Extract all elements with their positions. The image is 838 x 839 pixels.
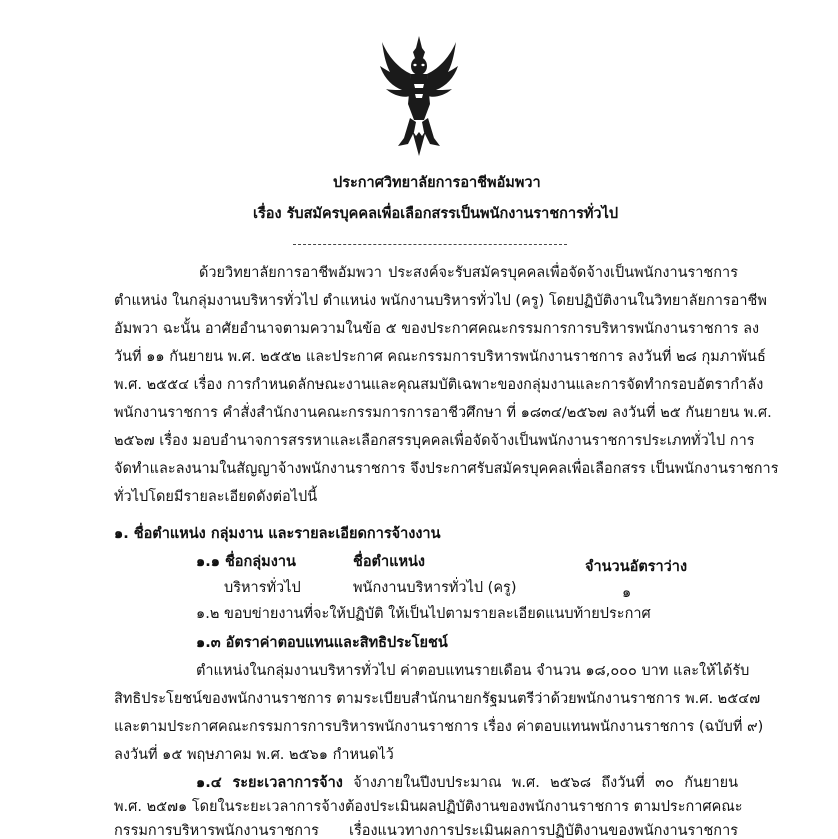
announcement-title: ประกาศวิทยาลัยการอาชีพอัมพวา xyxy=(333,175,541,191)
section-1-heading: ๑. ชื่อตำแหน่ง กลุ่มงาน และรายละเอียดการจ้างงาน xyxy=(114,526,441,542)
item-1-3-line: และตามประกาศคณะกรรมการการบริหารพนักงานราชการ เรื่อง ค่าตอบแทนพนักงานราชการ (ฉบับที่ ๙) xyxy=(114,719,764,735)
table-header-vacancies: จำนวนอัตราว่าง xyxy=(585,559,688,575)
intro-line: ๒๕๖๗ เรื่อง มอบอำนาจการสรรหาและเลือกสรรบุคคลเพื่อจัดจ้างเป็นพนักงานราชการประเภททั่วไป การ xyxy=(114,433,755,449)
table-cell-vacancies: ๑ xyxy=(622,585,632,601)
table-header-group: ๑.๑ ชื่อกลุ่มงาน xyxy=(196,554,296,570)
intro-line: ด้วยวิทยาลัยการอาชีพอัมพวา ประสงค์จะรับสมัครบุคคลเพื่อจัดจ้างเป็นพนักงานราชการ xyxy=(199,265,738,281)
intro-line: ทั่วไปโดยมีรายละเอียดดังต่อไปนี้ xyxy=(114,489,318,505)
intro-line: วันที่ ๑๑ กันยายน พ.ศ. ๒๕๕๒ และประกาศ คณะกรรมการบริหารพนักงานราชการ ลงวันที่ ๒๘ กุมภาพันธ์ xyxy=(114,349,766,365)
table-cell-position: พนักงานบริหารทั่วไป (ครู) xyxy=(353,580,517,596)
item-1-4-label: ๑.๔ ระยะเวลาการจ้าง xyxy=(196,775,343,791)
item-1-4-line xyxy=(196,776,738,791)
item-1-3-line: ลงวันที่ ๑๕ พฤษภาคม พ.ศ. ๒๕๖๑ กำหนดไว้ xyxy=(114,747,394,763)
garuda-emblem-icon xyxy=(378,34,460,158)
table-header-position: ชื่อตำแหน่ง xyxy=(353,554,426,570)
title-divider xyxy=(293,244,567,245)
intro-line: ตำแหน่ง ในกลุ่มงานบริหารทั่วไป ตำแหน่ง พนักงานบริหารทั่วไป (ครู) โดยปฏิบัติงานในวิทยาลัยการอาชีพ xyxy=(114,293,767,309)
item-1-3-line: สิทธิประโยชน์ของพนักงานราชการ ตามระเบียบสำนักนายกรัฐมนตรีว่าด้วยพนักงานราชการ พ.ศ. ๒๕๔๗ xyxy=(114,691,761,707)
item-1-4-text: จ้างภายในปีงบประมาณ พ.ศ. ๒๕๖๘ ถึงวันที่ ๓๐ กันยายน xyxy=(342,775,739,791)
intro-line: อัมพวา ฉะนั้น อาศัยอำนาจตามความในข้อ ๕ ของประกาศคณะกรรมการการบริหารพนักงานราชการ ลง xyxy=(114,321,760,337)
table-cell-group: บริหารทั่วไป xyxy=(224,580,301,596)
intro-line: พ.ศ. ๒๕๕๔ เรื่อง การกำหนดลักษณะงานและคุณสมบัติเฉพาะของกลุ่มงานและการจัดทำกรอบอัตรากำลัง xyxy=(114,377,764,393)
intro-line: พนักงานราชการ คำสั่งสำนักงานคณะกรรมการการอาชีวศึกษา ที่ ๑๘๓๔/๒๕๖๗ ลงวันที่ ๒๕ กันยายน พ.ศ. xyxy=(114,405,772,421)
item-1-3-heading: ๑.๓ อัตราค่าตอบแทนและสิทธิประโยชน์ xyxy=(196,635,448,651)
item-1-4-line: กรรมการบริหารพนักงานราชการ เรื่องแนวทางการประเมินผลการปฏิบัติงานของพนักงานราชการ xyxy=(114,823,738,839)
item-1-2: ๑.๒ ขอบข่ายงานที่จะให้ปฏิบัติ ให้เป็นไปตามรายละเอียดแนบท้ายประกาศ xyxy=(196,606,651,622)
item-1-3-line: ตำแหน่งในกลุ่มงานบริหารทั่วไป ค่าตอบแทนรายเดือน จำนวน ๑๘,๐๐๐ บาท และให้ได้รับ xyxy=(196,663,750,679)
intro-line: จัดทำและลงนามในสัญญาจ้างพนักงานราชการ จึงประกาศรับสมัครบุคคลเพื่อเลือกสรร เป็นพนักงานราชการ xyxy=(114,461,779,477)
announcement-subject: เรื่อง รับสมัครบุคคลเพื่อเลือกสรรเป็นพนักงานราชการทั่วไป xyxy=(253,206,619,222)
item-1-4-line: พ.ศ. ๒๕๗๑ โดยในระยะเวลาการจ้างต้องประเมินผลปฏิบัติงานของพนักงานราชการ ตามประกาศคณะ xyxy=(114,799,743,815)
